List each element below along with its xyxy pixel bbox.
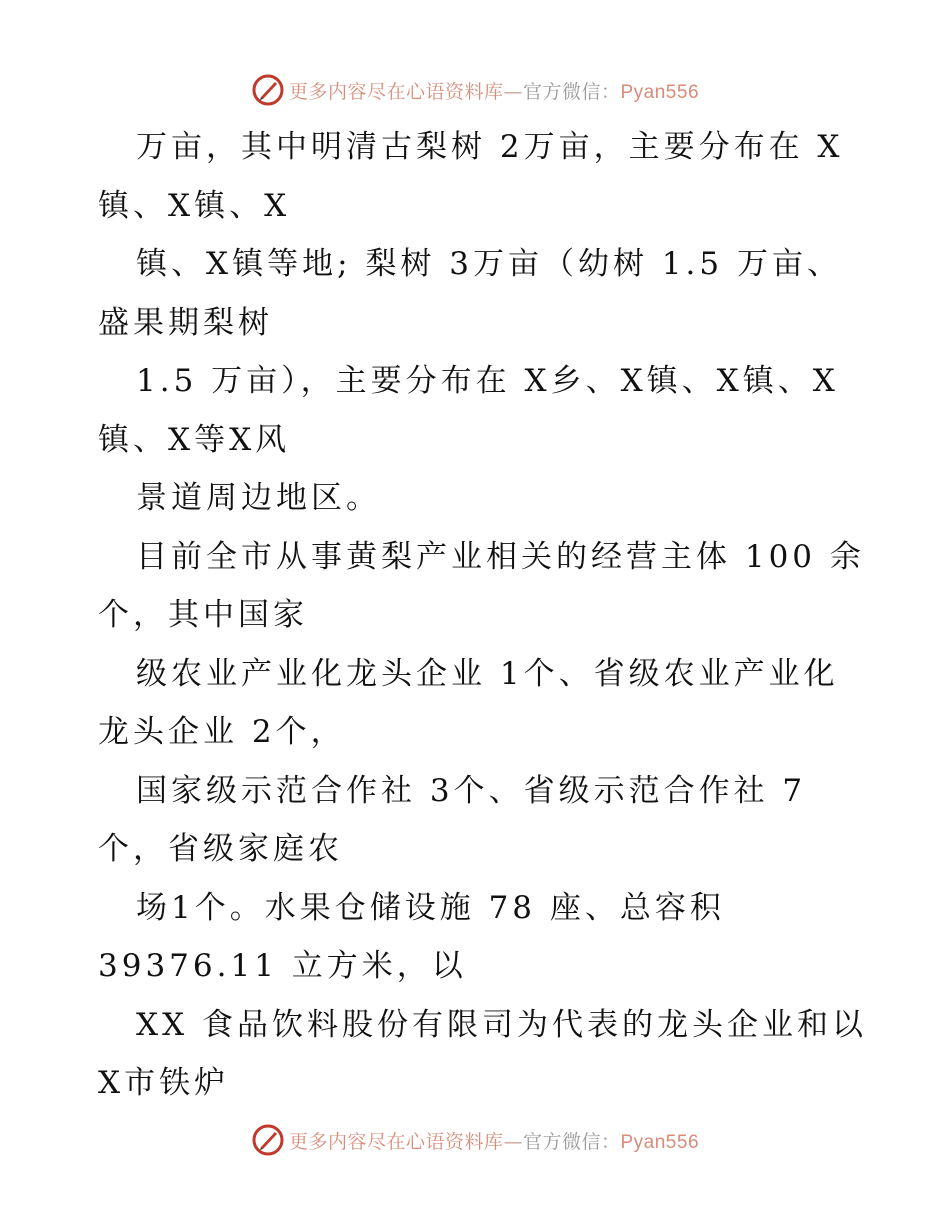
quill-logo-icon — [251, 73, 285, 107]
text-line: 景道周边地区。 — [136, 480, 381, 516]
text-line: 39376.11 立方米，以 — [98, 948, 467, 984]
text-line: 个，省级家庭农 — [98, 831, 343, 867]
text-line: 镇、X镇等地; 梨树 3万亩（幼树 1.5 万亩、 — [136, 246, 842, 282]
text-line: X市铁炉 — [98, 1065, 230, 1101]
text-line: 国家级示范合作社 3个、省级示范合作社 7 — [136, 772, 807, 809]
text-line: 镇、X镇、X — [98, 187, 291, 224]
text-line: 目前全市从事黄梨产业相关的经营主体 100 余 — [136, 538, 865, 575]
text-line: 级农业产业化龙头企业 1个、省级农业产业化 — [136, 655, 839, 692]
text-line: XX 食品饮料股份有限司为代表的龙头企业和以 — [136, 1006, 867, 1043]
text-line: 盛果期梨树 — [98, 304, 273, 341]
document-body — [98, 118, 867, 1113]
text-line: 万亩，其中明清古梨树 2万亩，主要分布在 X — [136, 129, 844, 165]
text-line: 场1个。水果仓储设施 78 座、总容积 — [136, 889, 725, 926]
watermark-text: 更多内容尽在心语资料库—官方微信：Pyan556 — [288, 1130, 700, 1153]
text-line: 个，其中国家 — [98, 597, 308, 633]
watermark-text: 更多内容尽在心语资料库—官方微信：Pyan556 — [288, 80, 700, 103]
text-line: 1.5 万亩），主要分布在 X乡、X镇、X镇、X — [136, 363, 839, 399]
quill-logo-icon — [251, 1123, 285, 1157]
header-watermark — [0, 70, 950, 110]
text-line: 镇、X等X风 — [98, 421, 291, 458]
text-line: 龙头企业 2个， — [98, 714, 346, 750]
footer-watermark — [0, 1120, 950, 1160]
